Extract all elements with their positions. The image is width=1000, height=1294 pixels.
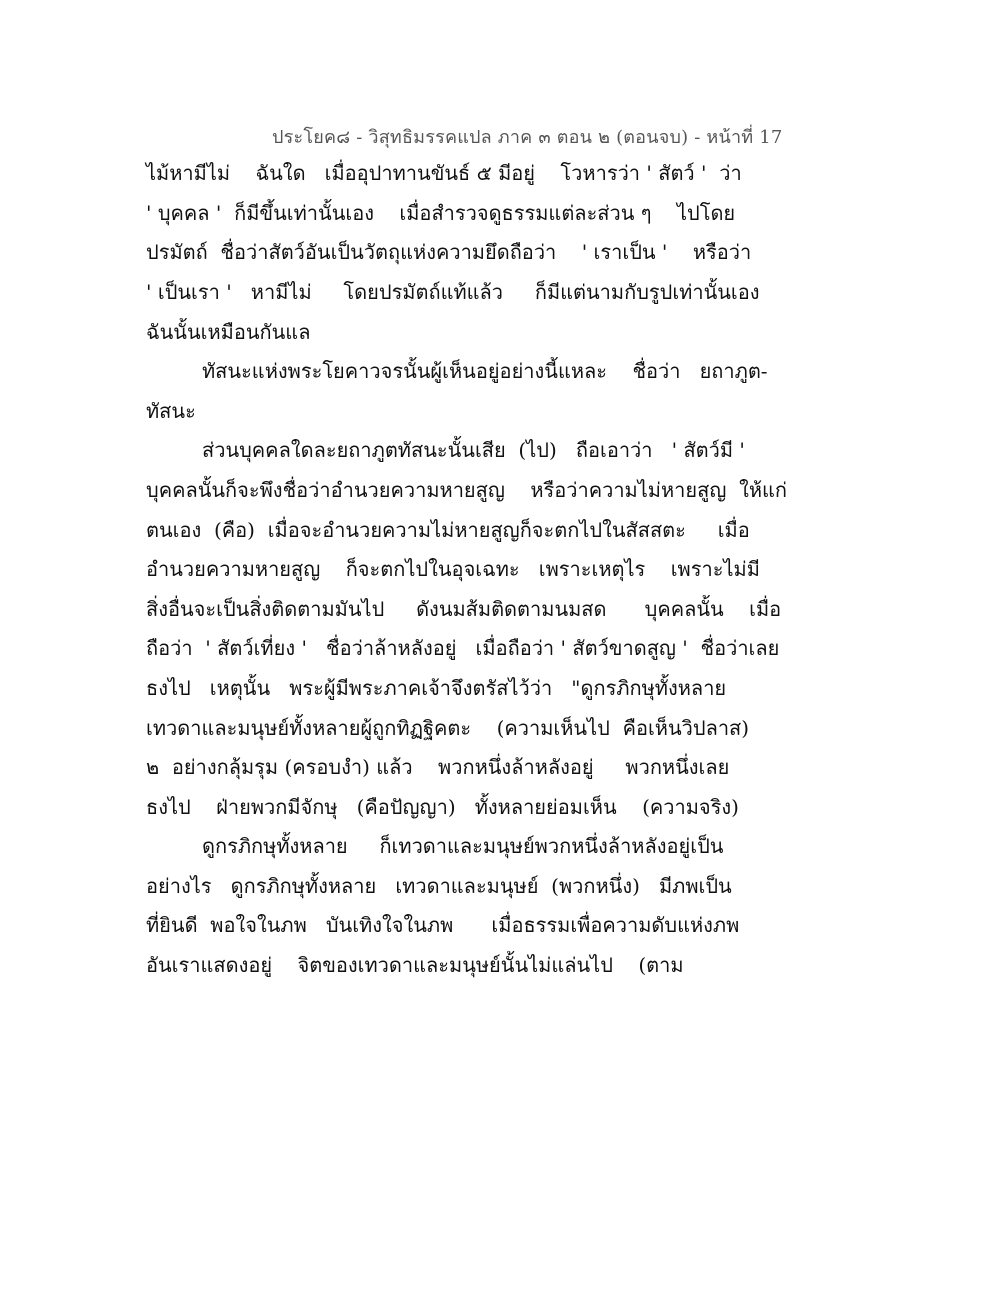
text-line: สิ่งอื่นจะเป็นสิ่งติดตามมันไป ดังนมส้มติดตามนมสด บุคคลนั้น เมื่อ bbox=[146, 597, 782, 621]
text-line: อย่างไร ดูกรภิกษุทั้งหลาย เทวดาและมนุษย์ (พวกหนึ่ง) มีภพเป็น bbox=[146, 874, 732, 898]
text-line: ที่ยินดี พอใจในภพ บันเทิงใจในภพ เมื่อธรรมเพื่อความดับแห่งภพ bbox=[146, 913, 740, 937]
text-line: ฉันนั้นเหมือนกันแล bbox=[146, 320, 311, 344]
text-line: ทัสนะ bbox=[146, 399, 196, 423]
text-line: ' เป็นเรา ' หามีไม่ โดยปรมัตถ์แท้แล้ว ก็มีแต่นามกับรูปเท่านั้นเอง bbox=[146, 280, 760, 304]
paragraph-start-line: ส่วนบุคคลใดละยถาภูตทัสนะนั้นเสีย (ไป) ถือเอาว่า ' สัตว์มี ' bbox=[202, 438, 745, 462]
text-line: อันเราแสดงอยู่ จิตของเทวดาและมนุษย์นั้นไม่แล่นไป (ตาม bbox=[146, 953, 684, 977]
text-line: ถือว่า ' สัตว์เที่ยง ' ชื่อว่าล้าหลังอยู่ เมื่อถือว่า ' สัตว์ขาดสูญ ' ชื่อว่าเลย bbox=[146, 636, 780, 660]
text-line: อำนวยความหายสูญ ก็จะตกไปในอุจเฉทะ เพราะเหตุไร เพราะไม่มี bbox=[146, 557, 760, 581]
text-line: ไม้หามีไม่ ฉันใด เมื่ออุปาทานขันธ์ ๕ มีอยู่ โวหารว่า ' สัตว์ ' ว่า bbox=[146, 161, 742, 185]
text-line: ตนเอง (คือ) เมื่อจะอำนวยความไม่หายสูญก็จะตกไปในสัสสตะ เมื่อ bbox=[146, 518, 750, 542]
text-line: ๒ อย่างกลุ้มรุม (ครอบงำ) แล้ว พวกหนึ่งล้าหลังอยู่ พวกหนึ่งเลย bbox=[146, 755, 730, 779]
text-line: เทวดาและมนุษย์ทั้งหลายผู้ถูกทิฏฐิคตะ (ความเห็นไป คือเห็นวิปลาส) bbox=[146, 716, 750, 740]
text-line: ' บุคคล ' ก็มีขึ้นเท่านั้นเอง เมื่อสำรวจดูธรรมแต่ละส่วน ๆ ไปโดย bbox=[146, 201, 736, 225]
text-line: ปรมัตถ์ ชื่อว่าสัตว์อันเป็นวัตถุแห่งความยึดถือว่า ' เราเป็น ' หรือว่า bbox=[146, 240, 752, 264]
text-line: บุคคลนั้นก็จะพึงชื่อว่าอำนวยความหายสูญ หรือว่าความไม่หายสูญ ให้แก่ bbox=[146, 478, 788, 502]
paragraph-start-line: ทัสนะแห่งพระโยคาวจรนั้นผู้เห็นอยู่อย่างนี้แหละ ชื่อว่า ยถาภูต- bbox=[202, 359, 768, 383]
paragraph-start-line: ดูกรภิกษุทั้งหลาย ก็เทวดาและมนุษย์พวกหนึ่งล้าหลังอยู่เป็น bbox=[202, 834, 724, 858]
text-line: ธงไป เหตุนั้น พระผู้มีพระภาคเจ้าจึงตรัสไว้ว่า "ดูกรภิกษุทั้งหลาย bbox=[146, 676, 727, 700]
text-line: ธงไป ฝ่ายพวกมีจักษุ (คือปัญญา) ทั้งหลายย่อมเห็น (ความจริง) bbox=[146, 795, 739, 819]
page-header: ประโยค๘ - วิสุทธิมรรคแปล ภาค ๓ ตอน ๒ (ตอนจบ) - หน้าที่ 17 bbox=[272, 127, 783, 148]
